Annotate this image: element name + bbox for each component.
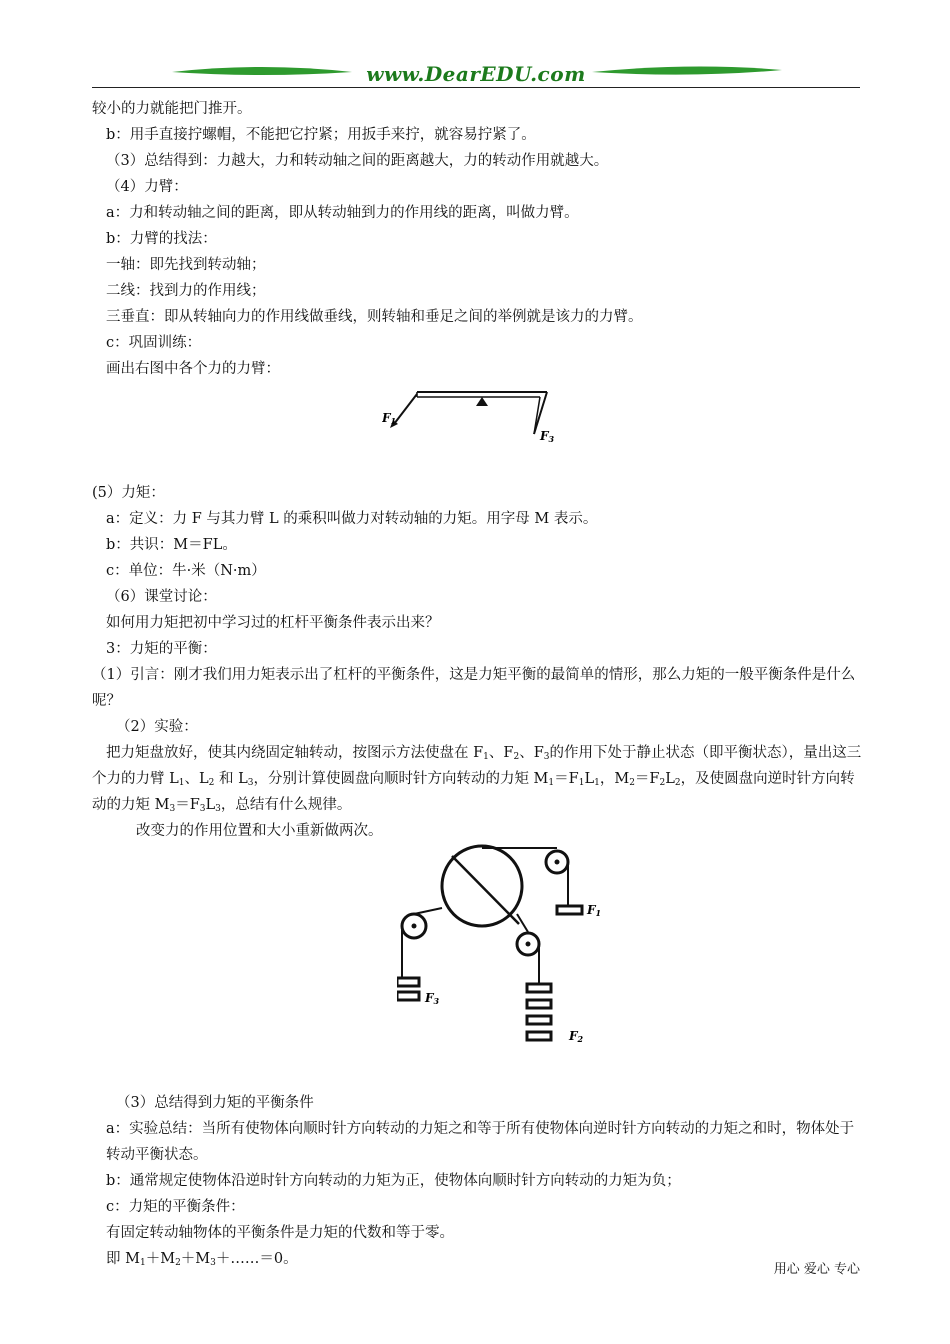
text-line: 如何用力矩把初中学习过的杠杆平衡条件表示出来？ xyxy=(106,615,440,631)
lever-diagram xyxy=(382,382,582,472)
page-header xyxy=(92,58,860,90)
page-footer: 用心 爱心 专心 xyxy=(773,1262,860,1277)
header-rule xyxy=(92,87,860,88)
text-line: 一轴：即先找到转动轴； xyxy=(106,257,266,273)
disc-label-f2: F2 xyxy=(569,1029,584,1044)
experiment-paragraph: 把力矩盘放好，使其内绕固定轴转动，按图示方法使盘在 $F_1$、$F_2$、$F_3$的作用下处于静止状态（即平衡状态），量出这三个力的力臂 $L_1$、$L_2$ 和 $L_3$，分别计算使圆盘向顺时针方向转动的力矩 $M_1=F_1L_1$，$M_2=F_2L_2$，及使圆盘向逆时针方向转动的力矩 $M_3=F_3L_3$，总结有什么规律。 xyxy=(92,745,862,814)
text-line: 二线：找到力的作用线； xyxy=(106,283,266,299)
text-line: （6）课堂讨论： xyxy=(106,589,217,605)
text-line: （3）总结得到：力越大，力和转动轴之间的距离越大，力的转动作用就越大。 xyxy=(106,153,609,169)
text-line: b：共识：M＝FL。 xyxy=(106,537,237,553)
text-line: 三垂直：即从转轴向力的作用线做垂线，则转轴和垂足之间的举例就是该力的力臂。 xyxy=(106,309,643,325)
lever-figure xyxy=(92,382,862,480)
text-line: c：巩固训练： xyxy=(106,335,202,351)
text-line: b：通常规定使物体沿逆时针方向转动的力矩为正，使物体向顺时针方向转动的力矩为负； xyxy=(106,1173,681,1189)
text-line: a：定义：力 F 与其力臂 L 的乘积叫做力对转动轴的力矩。用字母 M 表示。 xyxy=(106,511,598,527)
text-line: 改变力的作用位置和大小重新做两次。 xyxy=(136,823,383,839)
text-line: 画出右图中各个力的力臂： xyxy=(106,361,280,377)
text-paragraph: （1）引言：刚才我们用力矩表示出了杠杆的平衡条件，这是力矩平衡的最简单的情形，那么力矩的一般平衡条件是什么呢？ xyxy=(92,667,856,709)
lever-label-f3: F3 xyxy=(540,429,555,444)
text-line: 有固定转动轴物体的平衡条件是力矩的代数和等于零。 xyxy=(106,1225,454,1241)
text-line: a：力和转动轴之间的距离，即从转动轴到力的作用线的距离，叫做力臂。 xyxy=(106,205,579,221)
disc-label-f1: F1 xyxy=(587,903,602,918)
text-line: b：力臂的找法： xyxy=(106,231,217,247)
moment-disc-diagram xyxy=(397,844,637,1084)
moment-disc-figure xyxy=(92,844,862,1090)
text-line: （3）总结得到力矩的平衡条件 xyxy=(116,1095,314,1111)
text-line: （4）力臂： xyxy=(106,179,188,195)
lever-label-f1: F1 xyxy=(382,411,397,426)
text-line: c：力矩的平衡条件： xyxy=(106,1199,245,1215)
main-content xyxy=(92,96,862,1272)
equation-line: 即 $M_1+M_2+M_3+\dots\dots=0$。 xyxy=(106,1251,298,1268)
text-line: b：用手直接拧螺帽，不能把它拧紧；用扳手来拧，就容易拧紧了。 xyxy=(106,127,536,143)
text-line: c：单位：牛·米（N·m） xyxy=(106,563,266,579)
disc-label-f3: F3 xyxy=(425,991,440,1006)
text-line: （2）实验： xyxy=(116,719,198,735)
text-line: (5）力矩： xyxy=(92,485,165,501)
text-paragraph: a：实验总结：当所有使物体向顺时针方向转动的力矩之和等于所有使物体向逆时针方向转动的力矩之和时，物体处于转动平衡状态。 xyxy=(106,1121,855,1163)
site-logo-text: www.DearEDU.com xyxy=(366,62,586,86)
text-line: 3：力矩的平衡： xyxy=(106,641,217,657)
text-line: 较小的力就能把门推开。 xyxy=(92,101,252,117)
